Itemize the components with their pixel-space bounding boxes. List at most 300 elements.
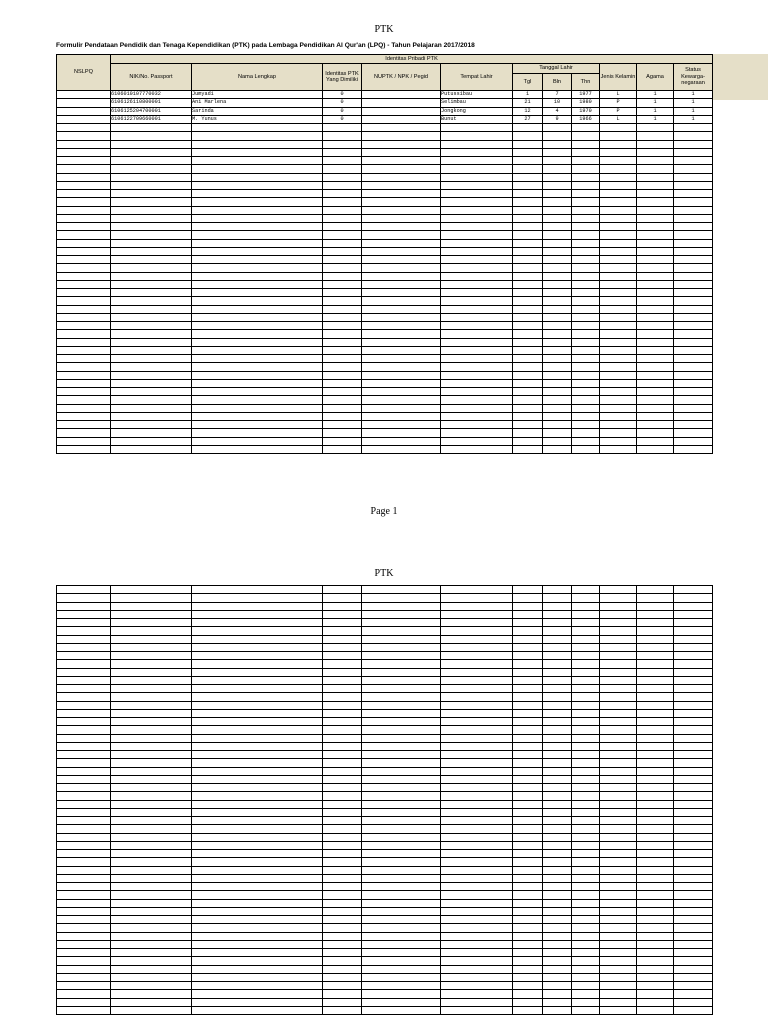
cell-bln [543,693,572,701]
cell-identitas [323,965,362,973]
cell-nslpq [57,322,111,330]
cell-nama [192,874,323,882]
cell-thn [572,982,600,990]
cell-nslpq [57,594,111,602]
cell-agama [637,627,674,635]
cell-jk [600,701,637,709]
cell-tempat-lahir [441,404,513,412]
cell-nik [111,841,192,849]
cell-nslpq [57,891,111,899]
cell-jk [600,231,637,239]
cell-jk [600,396,637,404]
cell-jk [600,627,637,635]
cell-nama [192,627,323,635]
cell-nuptk [362,445,441,453]
cell-nuptk [362,899,441,907]
cell-tgl [513,165,543,173]
cell-nslpq [57,115,111,123]
cell-status [674,858,713,866]
cell-thn [572,693,600,701]
cell-tempat-lahir [441,346,513,354]
empty-table-row [57,973,713,981]
cell-agama [637,355,674,363]
cell-bln [543,874,572,882]
cell-nslpq [57,107,111,115]
cell-nuptk [362,297,441,305]
cell-thn [572,759,600,767]
cell-status [674,932,713,940]
cell-nik [111,247,192,255]
cell-thn [572,866,600,874]
cell-tgl [513,817,543,825]
cell-thn [572,767,600,775]
cell-tgl [513,322,543,330]
cell-bln [543,850,572,858]
cell-nik [111,132,192,140]
cell-thn [572,825,600,833]
cell-tempat-lahir [441,858,513,866]
cell-nuptk [362,289,441,297]
cell-tgl [513,916,543,924]
cell-identitas [323,586,362,594]
cell-nuptk [362,858,441,866]
cell-tempat-lahir [441,652,513,660]
cell-jk [600,140,637,148]
cell-bln [543,297,572,305]
cell-nslpq [57,652,111,660]
cell-thn [572,965,600,973]
cell-bln [543,800,572,808]
cell-status [674,833,713,841]
cell-nuptk [362,693,441,701]
cell-nama [192,668,323,676]
cell-tempat-lahir: Selimbau [441,99,513,107]
cell-thn [572,841,600,849]
cell-nama [192,899,323,907]
cell-tgl [513,660,543,668]
cell-bln [543,148,572,156]
cell-jk [600,751,637,759]
cell-bln [543,363,572,371]
cell-nuptk [362,99,441,107]
cell-nik [111,808,192,816]
cell-nslpq [57,429,111,437]
cell-nuptk [362,165,441,173]
cell-agama [637,767,674,775]
cell-nik [111,305,192,313]
empty-table-row [57,231,713,239]
cell-bln [543,660,572,668]
cell-nslpq [57,726,111,734]
cell-nslpq [57,998,111,1006]
cell-nama [192,965,323,973]
cell-tempat-lahir [441,124,513,132]
cell-bln [543,412,572,420]
cell-identitas [323,693,362,701]
cell-tgl [513,206,543,214]
cell-bln [543,932,572,940]
cell-tempat-lahir [441,718,513,726]
cell-agama [637,635,674,643]
cell-nuptk [362,924,441,932]
empty-table-row [57,784,713,792]
cell-jk [600,858,637,866]
cell-agama [637,701,674,709]
cell-nuptk [362,817,441,825]
cell-nik [111,239,192,247]
cell-thn: 1977 [572,91,600,99]
cell-tgl [513,685,543,693]
cell-nik [111,668,192,676]
cell-thn [572,322,600,330]
cell-nslpq [57,173,111,181]
cell-bln [543,841,572,849]
cell-tgl [513,833,543,841]
cell-status [674,173,713,181]
cell-jk [600,437,637,445]
cell-nik [111,718,192,726]
cell-status [674,668,713,676]
cell-agama [637,775,674,783]
cell-bln [543,701,572,709]
cell-nuptk [362,239,441,247]
cell-identitas [323,412,362,420]
cell-bln [543,190,572,198]
cell-nuptk [362,990,441,998]
cell-identitas: 0 [323,107,362,115]
cell-nslpq [57,718,111,726]
cell-tempat-lahir [441,371,513,379]
cell-nik [111,264,192,272]
cell-status [674,305,713,313]
cell-thn [572,388,600,396]
cell-thn [572,124,600,132]
cell-tgl [513,437,543,445]
cell-nama [192,214,323,222]
cell-identitas [323,652,362,660]
cell-nuptk [362,982,441,990]
cell-bln [543,635,572,643]
cell-bln [543,652,572,660]
cell-thn [572,883,600,891]
cell-nslpq [57,841,111,849]
empty-table-row [57,949,713,957]
cell-nik [111,214,192,222]
cell-tgl [513,594,543,602]
empty-table-row [57,412,713,420]
cell-agama [637,833,674,841]
col-jenis-kelamin-header: Jenis Kelamin [600,64,637,91]
cell-tempat-lahir [441,330,513,338]
cell-identitas [323,280,362,288]
cell-tempat-lahir [441,388,513,396]
cell-nuptk [362,957,441,965]
cell-nik [111,297,192,305]
cell-identitas [323,899,362,907]
empty-table-row [57,1006,713,1014]
cell-tgl [513,132,543,140]
cell-nslpq [57,982,111,990]
cell-nama [192,223,323,231]
cell-jk [600,313,637,321]
cell-status [674,206,713,214]
cell-tgl [513,412,543,420]
cell-bln [543,330,572,338]
cell-nik [111,957,192,965]
cell-identitas [323,668,362,676]
cell-nik [111,792,192,800]
cell-nik: 6106010107770032 [111,91,192,99]
cell-bln [543,437,572,445]
cell-agama [637,718,674,726]
cell-agama [637,660,674,668]
table-row [57,115,713,123]
cell-jk [600,239,637,247]
cell-tempat-lahir [441,289,513,297]
cell-nama [192,124,323,132]
cell-tgl [513,965,543,973]
cell-status [674,610,713,618]
cell-status [674,437,713,445]
cell-nuptk [362,412,441,420]
cell-identitas [323,338,362,346]
cell-tempat-lahir [441,734,513,742]
cell-tgl [513,214,543,222]
cell-identitas [323,701,362,709]
cell-nuptk [362,891,441,899]
cell-nslpq [57,685,111,693]
cell-tgl [513,173,543,181]
cell-tempat-lahir [441,792,513,800]
empty-table-row [57,305,713,313]
cell-nik [111,883,192,891]
cell-agama [637,891,674,899]
cell-tgl [513,346,543,354]
cell-thn [572,899,600,907]
cell-tempat-lahir [441,825,513,833]
empty-table-row [57,792,713,800]
cell-nslpq [57,346,111,354]
cell-jk [600,379,637,387]
cell-bln [543,775,572,783]
cell-tgl [513,808,543,816]
cell-nuptk [362,627,441,635]
cell-jk [600,990,637,998]
cell-tempat-lahir [441,619,513,627]
cell-nik [111,907,192,915]
cell-tempat-lahir [441,817,513,825]
cell-bln [543,388,572,396]
cell-bln [543,883,572,891]
cell-bln [543,940,572,948]
cell-tgl [513,239,543,247]
cell-jk [600,445,637,453]
cell-status [674,602,713,610]
cell-thn [572,924,600,932]
cell-nik [111,181,192,189]
cell-nuptk [362,198,441,206]
cell-tgl [513,850,543,858]
empty-table-row [57,866,713,874]
cell-tgl [513,313,543,321]
cell-nama [192,751,323,759]
cell-nslpq [57,264,111,272]
cell-tempat-lahir [441,693,513,701]
cell-nik [111,148,192,156]
cell-status [674,874,713,882]
cell-identitas [323,833,362,841]
cell-nama [192,190,323,198]
cell-identitas [323,429,362,437]
cell-jk [600,825,637,833]
cell-thn [572,742,600,750]
cell-nama [192,198,323,206]
cell-tgl [513,421,543,429]
cell-agama [637,998,674,1006]
form-title: Formulir Pendataan Pendidik dan Tenaga Kependidikan (PTK) pada Lembaga Pendidikan Al Qur'an (LPQ) - Tahun Pelajaran 2017/2018 [56,42,475,49]
cell-jk [600,330,637,338]
empty-table-row [57,916,713,924]
cell-tgl: 21 [513,99,543,107]
cell-nama [192,379,323,387]
cell-thn [572,355,600,363]
cell-tempat-lahir [441,998,513,1006]
cell-tgl [513,198,543,206]
cell-tempat-lahir [441,775,513,783]
cell-nuptk [362,643,441,651]
cell-status [674,330,713,338]
cell-identitas [323,982,362,990]
empty-table-row [57,957,713,965]
cell-nama [192,643,323,651]
cell-tgl [513,940,543,948]
cell-status [674,866,713,874]
cell-nama [192,256,323,264]
cell-status [674,792,713,800]
cell-agama [637,800,674,808]
cell-identitas [323,173,362,181]
cell-agama [637,916,674,924]
cell-agama [637,742,674,750]
cell-jk [600,165,637,173]
cell-jk [600,850,637,858]
empty-table-row [57,437,713,445]
cell-tgl [513,973,543,981]
cell-identitas [323,998,362,1006]
cell-status [674,322,713,330]
cell-thn [572,214,600,222]
cell-tempat-lahir [441,982,513,990]
cell-status [674,718,713,726]
cell-tempat-lahir [441,272,513,280]
empty-table-row [57,924,713,932]
cell-tempat-lahir [441,726,513,734]
cell-thn: 1966 [572,115,600,123]
cell-tempat-lahir [441,313,513,321]
cell-nslpq [57,932,111,940]
cell-nuptk [362,313,441,321]
cell-tempat-lahir [441,379,513,387]
cell-tgl [513,982,543,990]
table-row [57,91,713,99]
cell-jk [600,907,637,915]
cell-nama [192,718,323,726]
cell-identitas [323,594,362,602]
cell-tgl [513,866,543,874]
cell-identitas [323,379,362,387]
empty-table-row [57,668,713,676]
cell-identitas [323,132,362,140]
cell-tgl [513,586,543,594]
cell-nuptk [362,973,441,981]
cell-agama [637,231,674,239]
cell-identitas [323,371,362,379]
cell-status [674,594,713,602]
cell-nuptk [362,949,441,957]
table-row [57,99,713,107]
cell-agama [637,223,674,231]
cell-jk [600,297,637,305]
cell-thn [572,775,600,783]
empty-table-row [57,660,713,668]
cell-nama [192,404,323,412]
cell-tgl [513,907,543,915]
cell-status [674,899,713,907]
cell-identitas [323,190,362,198]
cell-tgl [513,990,543,998]
cell-agama [637,759,674,767]
cell-jk [600,272,637,280]
cell-identitas [323,940,362,948]
cell-nuptk [362,371,441,379]
cell-nik [111,140,192,148]
cell-status [674,223,713,231]
cell-nama [192,800,323,808]
cell-thn [572,973,600,981]
cell-status [674,124,713,132]
cell-thn [572,949,600,957]
cell-nama [192,924,323,932]
cell-thn [572,421,600,429]
cell-jk [600,973,637,981]
cell-nuptk [362,223,441,231]
cell-agama [637,289,674,297]
cell-nama [192,907,323,915]
cell-status [674,379,713,387]
cell-nslpq [57,866,111,874]
cell-bln [543,396,572,404]
cell-nik [111,784,192,792]
cell-nama [192,701,323,709]
cell-agama [637,198,674,206]
cell-nuptk [362,338,441,346]
cell-status [674,214,713,222]
cell-jk [600,223,637,231]
cell-status [674,148,713,156]
cell-nik [111,734,192,742]
cell-tempat-lahir [441,412,513,420]
cell-bln [543,445,572,453]
cell-status [674,190,713,198]
cell-bln [543,586,572,594]
cell-agama [637,990,674,998]
cell-nuptk [362,379,441,387]
cell-identitas [323,140,362,148]
cell-nama [192,396,323,404]
cell-jk [600,949,637,957]
cell-status [674,445,713,453]
cell-nik [111,280,192,288]
